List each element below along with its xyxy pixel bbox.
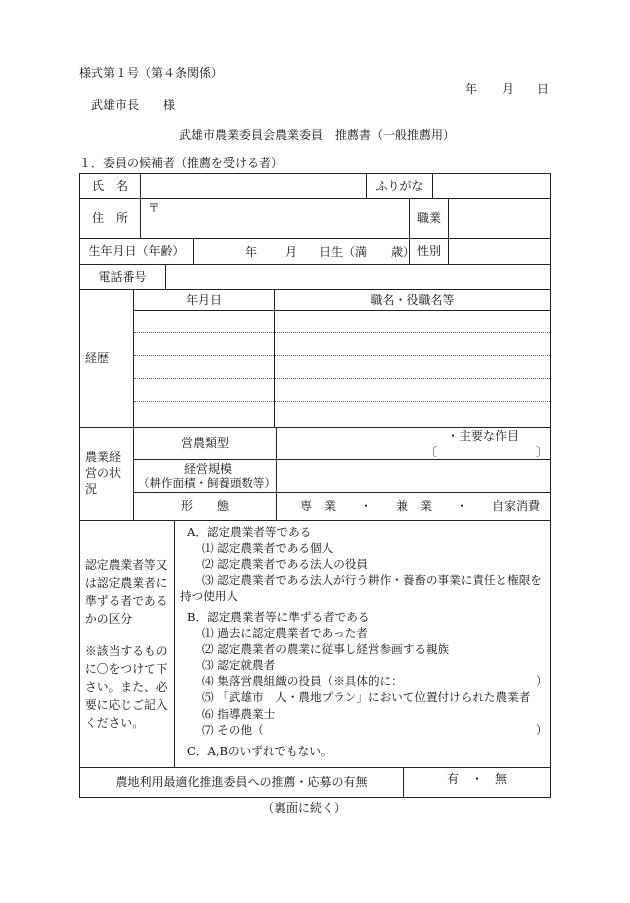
career-position-header: 職名・役職名等 — [370, 292, 455, 307]
name-field[interactable] — [141, 174, 366, 198]
crop-bracket-close: 〕 — [536, 445, 549, 459]
section-heading: １．委員の候補者（推薦を受ける者） — [79, 156, 284, 170]
option-b6[interactable]: ⑹ 指導農業士 — [202, 707, 276, 721]
farming-form-label: 形 態 — [180, 499, 229, 514]
option-b1[interactable]: ⑴ 過去に認定農業者であった者 — [202, 626, 368, 640]
option-b7[interactable]: ⑺ その他（ — [202, 723, 264, 737]
birth-day-age: 日生（満 歳） — [319, 245, 416, 259]
farming-form-options[interactable]: 専 業 ・ 兼 業 ・ 自家消費 — [299, 499, 540, 514]
phone-label: 電話番号 — [98, 269, 147, 284]
option-a2[interactable]: ⑵ 認定農業者である法人の役員 — [202, 557, 368, 571]
birth-year: 年 — [245, 245, 258, 259]
career-date-header: 年月日 — [185, 292, 222, 307]
promotion-label: 農地利用最適化推進委員への推薦・応募の有無 — [115, 775, 368, 790]
birth-month: 月 — [285, 245, 298, 259]
farming-status-label: 農業経営の状況 — [85, 450, 122, 496]
option-b2[interactable]: ⑵ 認定農業者の農業に従事し経営参画する親族 — [202, 642, 450, 656]
option-b7-close: ） — [536, 723, 548, 737]
scale-sublabel: （耕作面積・飼養頭数等） — [138, 476, 276, 490]
document-title: 武雄市農業委員会農業委員 推薦書（一般推薦用） — [179, 128, 456, 142]
date-year: 年 — [465, 82, 478, 96]
scale-field[interactable] — [277, 460, 550, 492]
option-b5[interactable]: ⑸ 「武雄市 人・農地プラン」において位置付けられた農業者 — [202, 690, 531, 704]
career-label: 経歴 — [85, 351, 110, 366]
gender-field[interactable] — [449, 239, 550, 264]
occupation-label: 職業 — [416, 211, 441, 226]
continued-note: （裏面に続く） — [262, 801, 347, 815]
date-day: 日 — [537, 82, 550, 96]
promotion-options[interactable]: 有 ・ 無 — [447, 772, 508, 786]
postal-mark: 〒 — [148, 201, 161, 215]
date-month: 月 — [502, 82, 515, 96]
option-a3-continued: 持つ使用人 — [180, 589, 238, 603]
category-label: 認定農業者等又は認定農業者に準ずる者であるかの区分 — [85, 558, 168, 626]
farming-type-field[interactable] — [277, 428, 550, 459]
gender-label: 性別 — [416, 244, 441, 259]
farming-type-label: 営農類型 — [180, 436, 229, 451]
name-label: 氏 名 — [91, 178, 128, 193]
option-b4[interactable]: ⑷ 集落営農組織の役員（※具体的に： — [202, 674, 403, 688]
form-number: 様式第１号（第４条関係） — [79, 66, 224, 80]
option-a1[interactable]: ⑴ 認定農業者である個人 — [202, 541, 334, 555]
scale-label: 経営規模 — [184, 462, 233, 476]
option-b4-close: ） — [536, 674, 548, 688]
furigana-label: ふりがな — [375, 178, 424, 193]
furigana-field[interactable] — [433, 174, 550, 198]
option-a3[interactable]: ⑶ 認定農業者である法人が行う耕作・養畜の事業に責任と権限を — [202, 573, 542, 587]
address-label: 住 所 — [91, 211, 128, 226]
crop-bracket-open: 〔 — [425, 445, 438, 459]
occupation-field[interactable] — [449, 199, 550, 238]
option-b-title[interactable]: B．認定農業者等に準ずる者である — [187, 610, 370, 624]
main-crop-label: ・主要な作目 — [447, 429, 520, 443]
category-note: ※該当するものに〇をつけて下さい。また、必要に応じご記入ください。 — [85, 644, 168, 730]
option-a-title[interactable]: A．認定農業者等である — [187, 525, 312, 539]
addressee: 武雄市長 様 — [91, 98, 176, 112]
option-b3[interactable]: ⑶ 認定就農者 — [202, 658, 276, 672]
phone-field[interactable] — [166, 265, 550, 289]
address-field[interactable] — [160, 199, 409, 238]
birth-label: 生年月日（年齢） — [88, 244, 185, 259]
option-c[interactable]: C．A,Bのいずれでもない。 — [187, 744, 333, 758]
